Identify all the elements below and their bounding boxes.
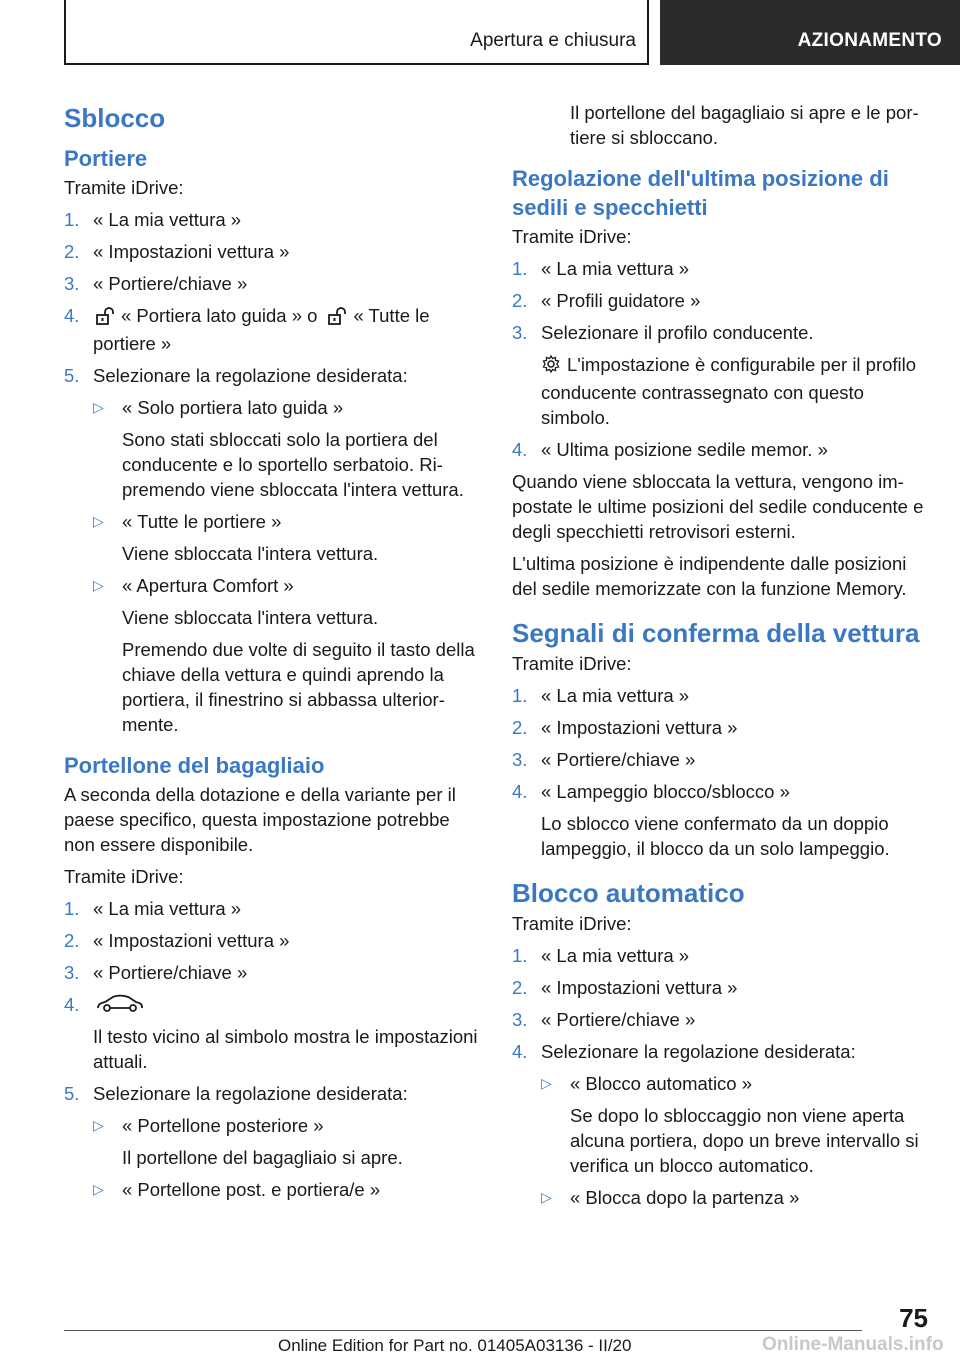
step-text: « Impostazioni vettura » xyxy=(93,241,290,262)
triangle-bullet-icon: ▷ xyxy=(541,1189,552,1205)
step-text: « Impostazioni vettura » xyxy=(541,717,738,738)
list-item xyxy=(512,779,930,861)
bullet-item xyxy=(64,573,482,598)
list-item xyxy=(512,256,930,281)
step-number: 1. xyxy=(512,945,528,966)
step-number: 2. xyxy=(512,290,528,311)
step-number: 3. xyxy=(512,1009,528,1030)
triangle-bullet-icon: ▷ xyxy=(93,399,104,415)
step-number: 5. xyxy=(64,1083,80,1104)
watermark-brand: Online-Manuals.info xyxy=(762,1334,944,1355)
steps-portellone xyxy=(64,896,482,1106)
bullet-label: « Tutte le portiere » xyxy=(122,511,282,532)
step-text: « Impostazioni vettura » xyxy=(93,930,290,951)
step-number: 3. xyxy=(64,273,80,294)
step-text: Selezionare la regolazione desiderata: xyxy=(541,1041,856,1062)
step-text: Lo sblocco viene confermato da un doppio lampeggio, il blocco da un solo lampeggio. xyxy=(541,813,890,859)
step-number: 1. xyxy=(64,898,80,919)
step-number: 1. xyxy=(512,685,528,706)
gear-icon xyxy=(541,354,561,380)
unlock-icon xyxy=(327,306,347,331)
right-column xyxy=(512,100,930,1217)
step-number: 3. xyxy=(512,322,528,343)
edition-text: Online Edition for Part no. 01405A03136 - II/20 xyxy=(278,1336,632,1355)
page-number: 75 xyxy=(899,1303,928,1333)
steps-portiere xyxy=(64,207,482,388)
step-number: 4. xyxy=(512,781,528,802)
unlock-icon xyxy=(95,306,115,331)
body-text: Quando viene sbloccata la vettura, vengono impostate le ultime posizioni del sedile conducente e degli specchietti retrovisori esterni. xyxy=(512,471,924,542)
step-text: Selezionare la regolazione desiderata: xyxy=(93,365,408,386)
section-title: Apertura e chiusura xyxy=(470,30,636,51)
heading-sblocco: Sblocco xyxy=(64,103,166,133)
list-item xyxy=(64,896,482,921)
bullet-text: Sono stati sbloccati solo la portiera del conducente e lo sportello serbatoio. Ripremendo viene sbloccata l'intera vettura. xyxy=(122,429,464,500)
step-number: 4. xyxy=(64,994,80,1015)
car-icon xyxy=(95,994,145,1020)
bullet-item xyxy=(64,509,482,534)
step-number: 2. xyxy=(64,930,80,951)
bullet-item xyxy=(64,1177,482,1202)
list-item xyxy=(64,960,482,985)
list-item xyxy=(512,1039,930,1064)
step-number: 1. xyxy=(512,258,528,279)
note-text xyxy=(541,352,930,430)
step-text: « Lampeggio blocco/sblocco » xyxy=(541,781,790,802)
step-number: 3. xyxy=(512,749,528,770)
bullet-text: Il portellone del bagagliaio si apre. xyxy=(122,1147,403,1168)
heading-portellone: Portellone del bagagliaio xyxy=(64,753,325,778)
list-item xyxy=(512,715,930,740)
header-divider xyxy=(647,0,649,65)
step-text: Il testo vicino al simbolo mostra le impostazioni attuali. xyxy=(93,1026,478,1072)
step-number: 4. xyxy=(512,439,528,460)
bullet-text: Viene sbloccata l'intera vettura. xyxy=(122,543,379,564)
step-number: 4. xyxy=(64,305,80,326)
list-item xyxy=(64,992,482,1074)
intro-text: Tramite iDrive: xyxy=(512,913,632,934)
step-text: « Profili guidatore » xyxy=(541,290,701,311)
bullet-text: Se dopo lo sbloccaggio non viene aperta alcuna portiera, dopo un breve intervallo si verifica un blocco automatico. xyxy=(570,1105,919,1176)
heading-segnali: Segnali di conferma della vettura xyxy=(512,618,920,648)
bullet-item xyxy=(512,1185,930,1210)
list-item xyxy=(512,943,930,968)
step-text: Selezionare la regolazione desiderata: xyxy=(93,1083,408,1104)
step-text: « Portiere/chiave » xyxy=(93,962,248,983)
chapter-label: AZIONAMENTO xyxy=(797,30,942,51)
bullet-label: « Solo portiera lato guida » xyxy=(122,397,344,418)
bullet-label: « Blocco automatico » xyxy=(570,1073,753,1094)
list-item xyxy=(64,928,482,953)
step-number: 3. xyxy=(64,962,80,983)
bullet-item xyxy=(64,395,482,420)
list-item xyxy=(512,1007,930,1032)
step-number: 2. xyxy=(512,717,528,738)
triangle-bullet-icon: ▷ xyxy=(93,577,104,593)
footer-rule xyxy=(64,1330,862,1331)
bullet-label: « Portellone posteriore » xyxy=(122,1115,324,1136)
intro-text: Tramite iDrive: xyxy=(512,653,632,674)
list-item xyxy=(512,683,930,708)
chapter-tab xyxy=(660,0,960,65)
list-item xyxy=(64,363,482,388)
bullet-text: Premendo due volte di seguito il tasto della chiave della vettura e quindi aprendo la portiera, il finestrino si abbassa ulteriormente. xyxy=(122,639,475,735)
list-item xyxy=(64,239,482,264)
list-item xyxy=(64,271,482,296)
step-number: 1. xyxy=(64,209,80,230)
triangle-bullet-icon: ▷ xyxy=(93,513,104,529)
bullet-item xyxy=(512,1071,930,1096)
header-rule xyxy=(64,63,648,65)
step-text: « La mia vettura » xyxy=(541,258,690,279)
step-number: 2. xyxy=(64,241,80,262)
list-item xyxy=(512,288,930,313)
intro-text: Tramite iDrive: xyxy=(512,226,632,247)
step-number: 2. xyxy=(512,977,528,998)
bullet-item xyxy=(64,1113,482,1138)
list-item xyxy=(64,1081,482,1106)
triangle-bullet-icon: ▷ xyxy=(93,1181,104,1197)
note-label: L'impostazione è configurabile per il profilo conducente contrassegnato con questo simbolo. xyxy=(541,354,917,428)
step-text: Selezionare il profilo conducente. xyxy=(541,322,814,343)
step-number: 4. xyxy=(512,1041,528,1062)
heading-blocco-automatico: Blocco automatico xyxy=(512,878,745,908)
intro-text: Tramite iDrive: xyxy=(64,177,184,198)
step-text: « Portiere/chiave » xyxy=(541,749,696,770)
heading-regolazione: Regolazione dell'ultima posizione di sedili e specchietti xyxy=(512,166,889,220)
heading-portiere: Portiere xyxy=(64,146,148,171)
step-text: « Impostazioni vettura » xyxy=(541,977,738,998)
step-text: « Portiere/chiave » xyxy=(93,273,248,294)
steps-blocco xyxy=(512,943,930,1064)
step-text: « La mia vettura » xyxy=(93,898,242,919)
triangle-bullet-icon: ▷ xyxy=(93,1117,104,1133)
bullet-label: « Apertura Comfort » xyxy=(122,575,294,596)
step-text: « Tutte le portiere » xyxy=(93,305,430,354)
body-text: L'ultima posizione è indipendente dalle posizioni del sedile memorizzate con la funzione Memory. xyxy=(512,553,907,599)
bullet-label: « Blocca dopo la partenza » xyxy=(570,1187,800,1208)
steps-segnali xyxy=(512,683,930,861)
description-text: A seconda della dotazione e della variante per il paese specifico, questa impostazione potrebbe non essere disponibile. xyxy=(64,784,456,855)
bullet-text: Il portellone del bagagliaio si apre e le portiere si sbloccano. xyxy=(570,102,919,148)
bullet-text: Viene sbloccata l'intera vettura. xyxy=(122,607,379,628)
step-text: « La mia vettura » xyxy=(93,209,242,230)
step-text: « La mia vettura » xyxy=(541,945,690,966)
triangle-bullet-icon: ▷ xyxy=(541,1075,552,1091)
bullet-label: « Portellone post. e portiera/e » xyxy=(122,1179,381,1200)
steps-regolazione-cont xyxy=(512,437,930,462)
list-item xyxy=(512,747,930,772)
step-text: « Portiere/chiave » xyxy=(541,1009,696,1030)
list-item xyxy=(512,437,930,462)
step-text: « Portiera lato guida » o xyxy=(121,305,318,326)
left-column xyxy=(64,100,482,1209)
list-item xyxy=(64,303,482,356)
step-number: 5. xyxy=(64,365,80,386)
list-item xyxy=(64,207,482,232)
list-item xyxy=(512,975,930,1000)
intro-text: Tramite iDrive: xyxy=(64,866,184,887)
list-item xyxy=(512,320,930,345)
step-text: « La mia vettura » xyxy=(541,685,690,706)
step-text: « Ultima posizione sedile memor. » xyxy=(541,439,828,460)
steps-regolazione xyxy=(512,256,930,345)
